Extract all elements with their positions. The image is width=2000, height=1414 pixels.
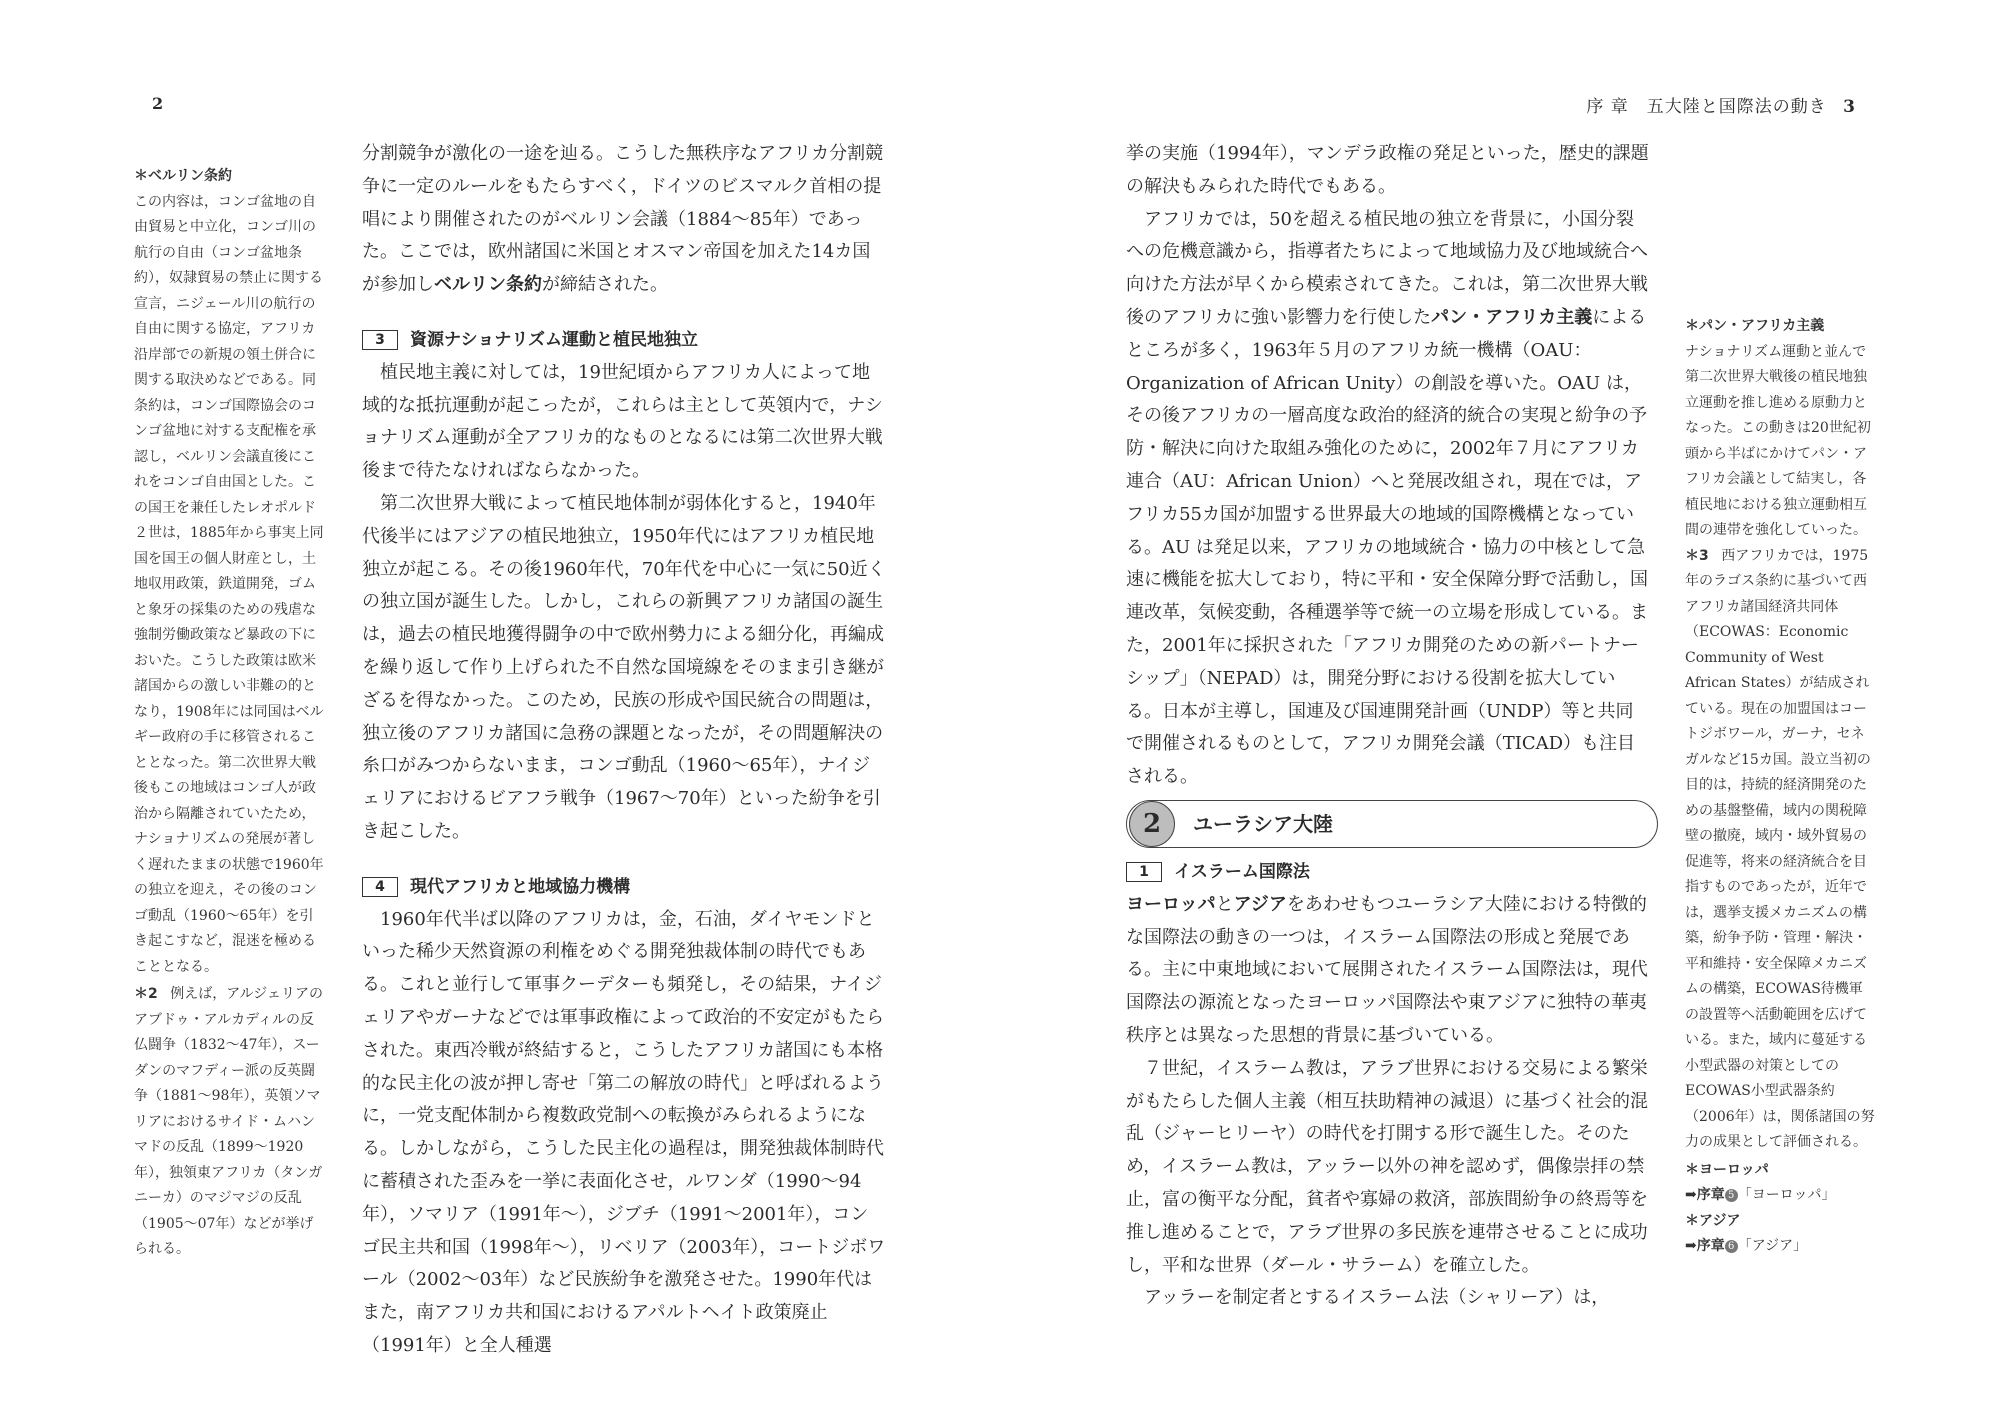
circled-number-badge: 5 — [1725, 1189, 1738, 1202]
note-3 — [1685, 544, 1875, 1156]
paragraph-sharia: アッラーを制定者とするイスラーム法（シャリーア）は， — [1144, 1287, 1610, 1309]
paragraph-pan-africanism — [1126, 204, 1650, 794]
asia-note-heading: ＊アジア — [1685, 1212, 1741, 1229]
ref-label: 「ヨーロッパ」 — [1737, 1187, 1836, 1203]
text-run: と — [1215, 893, 1234, 915]
circled-number-badge: 6 — [1725, 1240, 1738, 1253]
section-3-title: 資源ナショナリズム運動と植民地独立 — [410, 329, 698, 350]
note-2 — [134, 982, 326, 1263]
keyword-pan-africanism: パン・アフリカ主義 — [1431, 306, 1593, 328]
paragraph-7th-century: ７世紀，イスラーム教は，アラブ世界における交易による繁栄がもたらした個人主義（相互扶助精神の減退）に基づく社会的混乱（ジャーヒリーヤ）の時代を打開する形で誕生した。そのため，イスラーム教は，アッラー以外の神を認めず，偶像崇拝の禁止，富の衡平な分配，貧者や寡婦の救済，部族間紛争の終焉等を推し進めることで，アラブ世界の多民族を連帯させることに成功し，平和な世界（ダール・サラーム）を確立した。 — [1126, 1057, 1648, 1276]
ref-label: 「アジア」 — [1737, 1238, 1808, 1254]
note-3-heading: ＊3 — [1685, 547, 1709, 564]
section-3-number: 3 — [362, 330, 398, 350]
section-4-heading — [362, 871, 886, 904]
europe-note-heading: ＊ヨーロッパ — [1685, 1161, 1769, 1178]
running-head — [1586, 92, 1856, 117]
paragraph-modern-africa: 1960年代半ば以降のアフリカは，金，石油，ダイヤモンドといった稀少天然資源の利権をめぐる開発独裁体制の時代でもある。これと並行して軍事クーデターも頻発し，その結果，ナイジェリアやガーナなどでは軍事政権によって政治的不安定がもたらされた。東西冷戦が終結すると，こうしたアフリカ諸国にも本格的な民主化の波が押し寄せ「第二の解放の時代」と呼ばれるように，一党支配体制から複数政党制への転換がみられるようになる。しかしながら，こうした民主化の過程は，開発独裁体制時代に蓄積された歪みを一挙に表面化させ，ルワンダ（1990〜94年），ソマリア（1991年〜），ジブチ（1991〜2001年），コンゴ民主共和国（1998年〜），リベリア（2003年），コートジボワール（2002〜03年）など民族紛争を激発させた。1990年代はまた，南アフリカ共和国におけるアパルトヘイト政策廃止（1991年）と全人種選 — [362, 908, 886, 1356]
right-sidenotes — [1685, 314, 1875, 1260]
note-3-text: 西アフリカでは，1975年のラゴス条約に基づいて西アフリカ諸国経済共同体（ECOWAS：Economic Community of West African States）が結成されている。現在の加盟国はコートジボワール，ガーナ，セネガルなど15カ国。設立当初の目的は，持続的経済開発のための基盤整備，域内の関税障壁の撤廃，域内・域外貿易の促進等，将来の経済統合を目指すものであったが，近年では，選挙支援メカニズムの構築，紛争予防・管理・解決・平和維持・安全保障メカニズムの構築，ECOWAS待機軍の設置等へ活動範囲を広げている。また，域内に蔓延する小型武器の対策としてのECOWAS小型武器条約（2006年）は，関係諸国の努力の成果として評価される。 — [1685, 547, 1875, 1150]
europe-cross-reference — [1685, 1183, 1875, 1209]
text-run: が締結された。 — [542, 274, 668, 296]
paragraph-nationalism: 植民地主義に対しては，19世紀頃からアフリカ人によって地域的な抵抗運動が起こったが，これらは主として英領内で，ナショナリズム運動が全アフリカ的なものとなるには第二次世界大戦後まで待たなければならなかった。 — [362, 361, 883, 482]
asia-cross-reference — [1685, 1234, 1875, 1260]
section-3-heading — [362, 324, 886, 357]
pan-africanism-note-text: ナショナリズム運動と並んで第二次世界大戦後の植民地独立運動を推し進める原動力となった。この動きは20世紀初頭から半ばにかけてパン・アフリカ会議として結実し，各植民地における独立運動相互間の連帯を強化していった。 — [1685, 343, 1871, 538]
keyword-europe: ヨーロッパ — [1126, 893, 1216, 915]
text-run: 分割競争が激化の一途を辿る。こうした無秩序なアフリカ分割競争に一定のルールをもたらすべく，ドイツのビスマルク首相の提唱により開催されたのがベルリン会議（1884〜85年）であった。ここでは，欧州諸国に米国とオスマン帝国を加えた14カ国が参加し — [362, 143, 884, 296]
text-run: をあわせもつユーラシア大陸における特徴的な国際法の動きの一つは，イスラーム国際法の形成と発展である。主に中東地域において展開されたイスラーム国際法は，現代国際法の源流となったヨーロッパ国際法や東アジアに独特の華夷秩序とは異なった思想的背景に基づいている。 — [1126, 893, 1648, 1046]
paragraph-berlin-conference — [362, 138, 886, 302]
text-run: アフリカでは，50を超える植民地の独立を背景に，小国分裂への危機意識から，指導者たちによって地域協力及び地域統合へ向けた方法が早くから模索されてきた。これは，第二次世界大戦後のアフリカに強い影響力を行使した — [1126, 208, 1648, 328]
right-main-column — [1126, 138, 1650, 1315]
section-1-title: イスラーム国際法 — [1174, 861, 1310, 882]
section-4-number: 4 — [362, 877, 398, 897]
left-page-number: 2 — [152, 94, 164, 113]
berlin-treaty-note-text: この内容は，コンゴ盆地の自由貿易と中立化，コンゴ川の航行の自由（コンゴ盆地条約），奴隷貿易の禁止に関する宣言，ニジェール川の航行の自由に関する協定，アフリカ沿岸部での新規の領土併合に関する取決めなどである。同条約は，コンゴ国際協会のコンゴ盆地に対する支配権を承認し，ベルリン会議直後にこれをコンゴ自由国とした。この国王を兼任したレオポルド２世は，1885年から事実上同国を国王の個人財産とし，土地収用政策，鉄道開発，ゴムと象牙の採集のための残虐な強制労働政策など暴政の下においた。こうした政策は欧米諸国からの激しい非難の的となり，1908年には同国はベルギー政府の手に移管されることとなった。第二次世界大戦後もこの地域はコンゴ人が政治から隔離されていたため，ナショナリズムの発展が著しく遅れたままの状態で1960年の独立を迎え，その後のコンゴ動乱（1960〜65年）を引き起こすなど，混迷を極めることとなる。 — [134, 193, 324, 975]
chapter-number-badge: 2 — [1129, 801, 1175, 847]
pan-africanism-note-heading: ＊パン・アフリカ主義 — [1685, 318, 1825, 334]
note-2-heading: ＊2 — [134, 986, 158, 1002]
note-2-text: 例えば，アルジェリアのアブドゥ・アルカディルの反仏闘争（1832〜47年），スーダンのマフディー派の反英闘争（1881〜98年），英領ソマリアにおけるサイド・ムハンマドの反乱（1899〜1920年），独領東アフリカ（タンガニーカ）のマジマジの反乱（1905〜07年）などが挙げられる。 — [134, 986, 324, 1257]
right-page-number: 3 — [1843, 97, 1856, 117]
left-sidenotes — [134, 164, 326, 1263]
berlin-treaty-note-heading: ＊ベルリン条約 — [134, 168, 232, 184]
section-1-number: 1 — [1126, 862, 1162, 882]
keyword-asia: アジア — [1233, 893, 1287, 915]
keyword-berlin-treaty: ベルリン条約 — [434, 274, 542, 296]
left-main-column — [362, 138, 886, 1363]
running-head-title: 序 章 五大陸と国際法の動き — [1586, 97, 1827, 117]
chapter-title: ユーラシア大陸 — [1193, 811, 1333, 836]
text-run: によるところが多く，1963年５月のアフリカ統一機構（OAU：Organization of African Unity）の創設を導いた。OAU は，その後アフリカの一層高度な政治的経済的統合の実現と紛争の予防・解決に向けた取組み強化のために，2002年７月にアフリカ連合（AU：African Union）へと発展改組され，現在では，アフリカ55カ国が加盟する世界最大の地域的国際機構となっている。AU は発足以来，アフリカの地域統合・協力の中核として急速に機能を拡大しており，特に平和・安全保障分野で活動し，国連改革，気候変動，各種選挙等で統一の立場を形成している。また，2001年に採択された「アフリカ開発のための新パートナーシップ」（NEPAD）は，開発分野における役割を拡大している。日本が主導し，国連及び国連開発計画（UNDP）等と共同で開催されるものとして，アフリカ開発会議（TICAD）も注目される。 — [1126, 306, 1648, 788]
arrow-right-icon: ➡序章 — [1685, 1238, 1725, 1254]
section-4-title: 現代アフリカと地域協力機構 — [410, 876, 631, 897]
paragraph-elections: 挙の実施（1994年），マンデラ政権の発足といった，歴史的課題の解決もみられた時代でもある。 — [1126, 143, 1649, 197]
paragraph-independence: 第二次世界大戦によって植民地体制が弱体化すると，1940年代後半にはアジアの植民地独立，1950年代にはアフリカ植民地独立が起こる。その後1960年代，70年代を中心に一気に50近くの独立国が誕生した。しかし，これらの新興アフリカ諸国の誕生は，過去の植民地獲得闘争の中で欧州勢力による細分化，再編成を繰り返して作り上げられた不自然な国境線をそのまま引き継がざるを得なかった。このため，民族の形成や国民統合の問題は，独立後のアフリカ諸国に急務の課題となったが，その問題解決の糸口がみつからないまま，コンゴ動乱（1960〜65年），ナイジェリアにおけるビアフラ戦争（1967〜70年）といった紛争を引き起こした。 — [362, 492, 886, 842]
section-1-heading — [1126, 856, 1650, 889]
arrow-right-icon: ➡序章 — [1685, 1187, 1725, 1203]
paragraph-islamic-law — [1126, 889, 1650, 1053]
chapter-heading-eurasia — [1126, 800, 1658, 848]
